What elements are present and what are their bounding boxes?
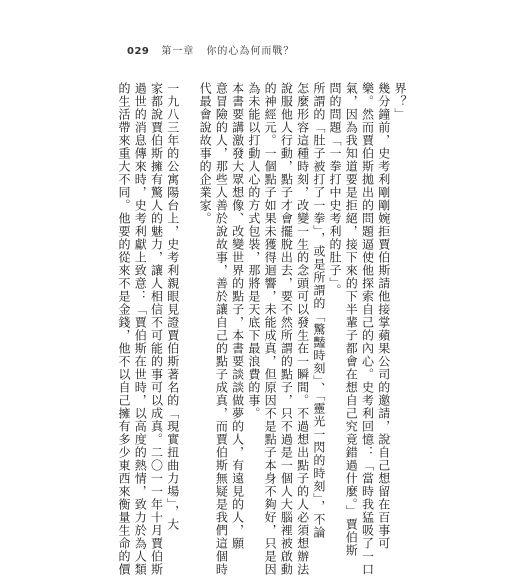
paragraph-gap xyxy=(183,82,195,457)
text-column-10: 為未能以打動人心的方式包裝，那將是天底下最浪費的事。 xyxy=(246,82,261,420)
text-column-3: 樂。然而賈伯斯拋出的問題逼使他探索自己的內心。史考利回憶：「當時我猛吸了一口 xyxy=(360,82,375,576)
vertical-text-body xyxy=(117,82,407,576)
text-column-12: 意冒險的人，那些人善於說故事，善於讓自己的點子成真，而賈伯斯無疑是我們這個時 xyxy=(214,82,229,576)
text-column-8: 說服他人行動，點子才會擺脫出去，要不然所謂的點子，只不過是一個人大腦裡被啟動 xyxy=(279,82,294,576)
chapter-title: 你的心為何而戰？ xyxy=(206,46,295,57)
text-column-2: 幾分鐘前，史考利剛剛婉拒賈伯斯請他接掌蘋果公司的邀請，說自己想留在百事可 xyxy=(376,82,391,550)
text-column-16: 過世的消息傳來時，史考利獻上致意：「賈伯斯在世時，以高度的熱情，致力於為人類 xyxy=(133,82,148,576)
text-column-15: 家都說賈伯斯擁有驚人的魅力，讓人相信不可能的事可以成真。二〇一一年十月賈伯斯 xyxy=(149,82,164,576)
page-number: 029 xyxy=(127,46,150,57)
chapter-label: 第一章 xyxy=(161,46,195,57)
text-column-11: 本書要講激發大眾想像、改變世界的點子，本書要談談做夢的人，有遠見的人，願 xyxy=(230,82,245,550)
text-column-5: 問的問題「一拳打中史考利的肚子」。 xyxy=(328,82,343,297)
running-header xyxy=(127,42,294,57)
text-column-1: 界？」 xyxy=(392,82,407,121)
text-column-17: 的生活帶來重大不同。他要的從來不是金錢，他不以自己擁有多少東西來衡量生命的價 xyxy=(117,82,131,576)
text-column-6: 所謂的「肚子被打了一拳」，或是所謂的「驚豔時刻」、「靈光一閃的時刻」，不論 xyxy=(311,82,326,539)
text-column-7: 怎麼形容這種時刻，改變一生的念頭可以發生在一瞬間。不過想出點子的人必須想辦法 xyxy=(295,82,310,576)
text-column-13: 代最會說故事的企業家。 xyxy=(198,82,213,225)
text-column-9: 的神經元。一個點子如果未獲得迴響，未能成真，但原因不是點子本身不夠好，只是因 xyxy=(263,82,278,576)
text-column-4: 氣，因為我知道要是拒絕，接下來的下半輩子都會在想自己究竟錯過什麼。」賈伯斯 xyxy=(344,82,359,557)
text-column-14: 一九八三年的公寓陽台上，史考利親眼見證賈伯斯著名的「現實扭曲力場」，大 xyxy=(165,82,180,531)
